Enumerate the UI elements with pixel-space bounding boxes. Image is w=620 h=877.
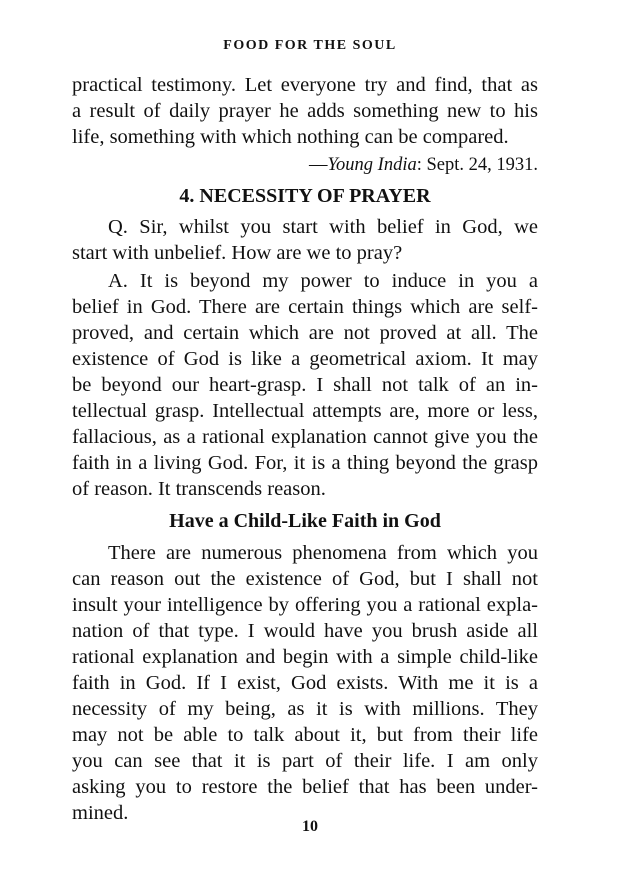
body-line-5: rational explanation and begin with a simple child-like [72, 646, 538, 668]
answer-line-7: fallacious, as a rational explanation cannot give you the [72, 426, 538, 448]
answer-line-4: existence of God is like a geometrical axiom. It may [72, 348, 538, 370]
answer-line-9: of reason. It transcends reason. [72, 478, 326, 500]
source-date: : Sept. 24, 1931. [416, 155, 538, 175]
body-line-8: may not be able to talk about it, but from their life [72, 724, 538, 746]
intro-line-1: practical testimony. Let everyone try and find, that as [72, 74, 538, 96]
section-heading: 4. NECESSITY OF PRAYER [179, 185, 431, 207]
body-line-4: nation of that type. I would have you brush aside all [72, 620, 538, 642]
running-head: FOOD FOR THE SOUL [223, 38, 397, 53]
question-line-2: start with unbelief. How are we to pray? [72, 242, 403, 264]
answer-line-2: belief in God. There are certain things which are self- [72, 296, 538, 318]
answer-line-1: A. It is beyond my power to induce in you a [108, 270, 538, 292]
subheading: Have a Child-Like Faith in God [169, 510, 441, 532]
body-line-7: necessity of my being, as it is with millions. They [72, 698, 538, 720]
answer-line-6: tellectual grasp. Intellectual attempts are, more or less, [72, 400, 538, 422]
body-line-10: asking you to restore the belief that has been under- [72, 776, 538, 798]
body-line-1: There are numerous phenomena from which you [108, 542, 538, 564]
body-line-3: insult your intelligence by offering you a rational expla- [72, 594, 538, 616]
source-prefix: — [308, 155, 328, 175]
intro-line-2: a result of daily prayer he adds something new to his [72, 100, 538, 122]
page-number: 10 [302, 818, 318, 835]
intro-line-3: life, something with which nothing can be compared. [72, 126, 509, 148]
body-line-9: you can see that it is part of their life. I am only [72, 750, 538, 772]
body-line-6: faith in God. If I exist, God exists. With me it is a [72, 672, 538, 694]
body-line-2: can reason out the existence of God, but I shall not [72, 568, 538, 590]
body-line-11: mined. [72, 802, 129, 824]
source-publication: Young India [327, 155, 417, 175]
answer-line-8: faith in a living God. For, it is a thing beyond the grasp [72, 452, 538, 474]
answer-line-3: proved, and certain which are not proved at all. The [72, 322, 538, 344]
source-citation [72, 152, 538, 178]
question-line-1: Q. Sir, whilst you start with belief in God, we [108, 216, 538, 238]
answer-line-5: be beyond our heart-grasp. I shall not talk of an in- [72, 374, 538, 396]
